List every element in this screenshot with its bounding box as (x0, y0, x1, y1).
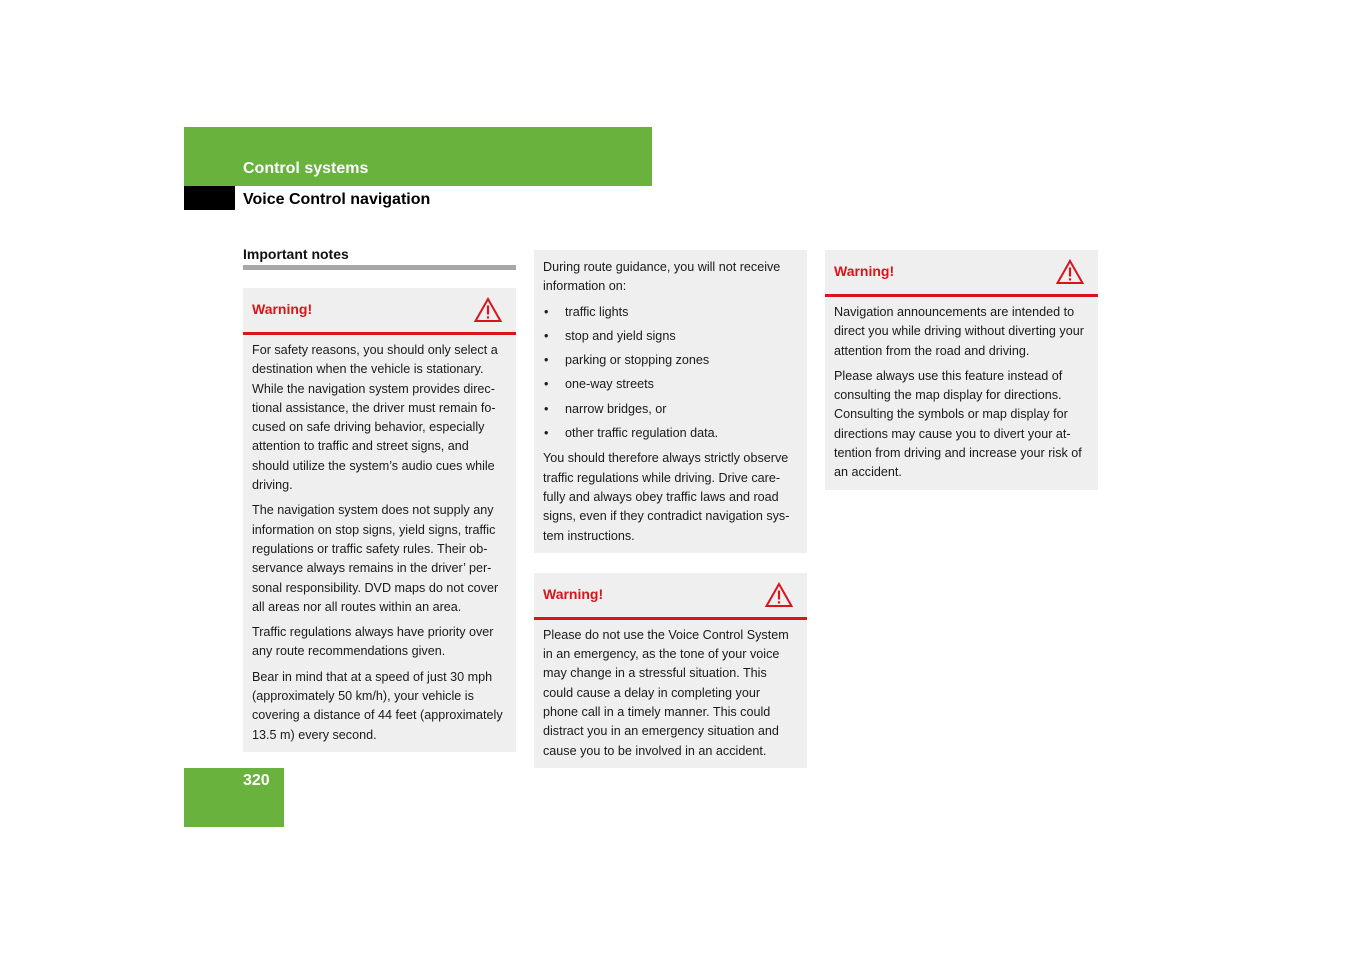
warning-triangle-icon (1056, 259, 1084, 285)
warning-body (243, 335, 516, 752)
column-middle (534, 250, 807, 768)
warning-box-2 (534, 573, 807, 768)
paragraph: Bear in mind that at a speed of just 30 mph (approximately 50 km/h), your vehicle is covering a distance of 44 feet (approximately 13.5 m) every second. (252, 669, 503, 742)
paragraph: For safety reasons, you should only select a destination when the vehicle is stationary. While the navigation system provides direc-tional assistance, the driver must remain fo-cused on safe driving behavior, especially attention to traffic and street signs, and should utilize the system’s audio cues while driving. (252, 343, 498, 493)
column-right (825, 250, 1098, 490)
warning-triangle-icon (765, 582, 793, 608)
list-item: • other traffic regulation data. (543, 424, 798, 443)
list-item: • one-way streets (543, 375, 798, 394)
warning-body (825, 297, 1098, 490)
list-item: • stop and yield signs (543, 327, 798, 346)
list-item: • parking or stopping zones (543, 351, 798, 370)
chapter-title: Control systems (243, 160, 369, 177)
warning-triangle-icon (474, 297, 502, 323)
warning-box-3 (825, 250, 1098, 490)
list-item: • traffic lights (543, 303, 798, 322)
warning-header (243, 288, 516, 335)
section-marker (184, 186, 235, 210)
info-box (534, 250, 807, 553)
paragraph: Please do not use the Voice Control System in an emergency, as the tone of your voice may change in a stressful situation. This could cause a delay in completing your phone call in a timely manner. This could distract you in an emergency situation and cause you to be involved in an accident. (543, 627, 789, 758)
paragraph: You should therefore always strictly observe traffic regulations while driving. Drive care-fully and always obey traffic laws and road signs, even if they contradict navigation sys-tem instructions. (543, 451, 790, 543)
paragraph: The navigation system does not supply any information on stop signs, yield signs, traffic regulations or traffic safety rules. Their ob-servance always remains in the driver’ per-sonal responsibility. DVD maps do not cover all areas nor all routes within an area. (252, 503, 499, 614)
section-title: Voice Control navigation (243, 191, 431, 208)
warning-label: Warning! (252, 301, 313, 317)
list-item: • narrow bridges, or (543, 400, 798, 419)
page-number: 320 (243, 772, 270, 789)
warning-label: Warning! (543, 585, 604, 602)
warning-header (825, 250, 1098, 297)
column-left (243, 246, 516, 752)
warning-label: Warning! (834, 263, 895, 279)
paragraph: Please always use this feature instead of consulting the map display for directions. Consulting the symbols or map display for directions may cause you to divert your at-tention from driving and increase your risk of an accident. (834, 368, 1082, 480)
bullet-list (543, 303, 798, 444)
warning-box-1 (243, 288, 516, 752)
paragraph: Navigation announcements are intended to direct you while driving without diverting your attention from the road and driving. (834, 305, 1084, 358)
warning-header (534, 573, 807, 620)
warning-body (534, 620, 807, 768)
subheading-important-notes: Important notes (243, 246, 516, 270)
paragraph: Traffic regulations always have priority over any route recommendations given. (252, 625, 494, 659)
intro-text: During route guidance, you will not receive information on: (543, 260, 781, 294)
